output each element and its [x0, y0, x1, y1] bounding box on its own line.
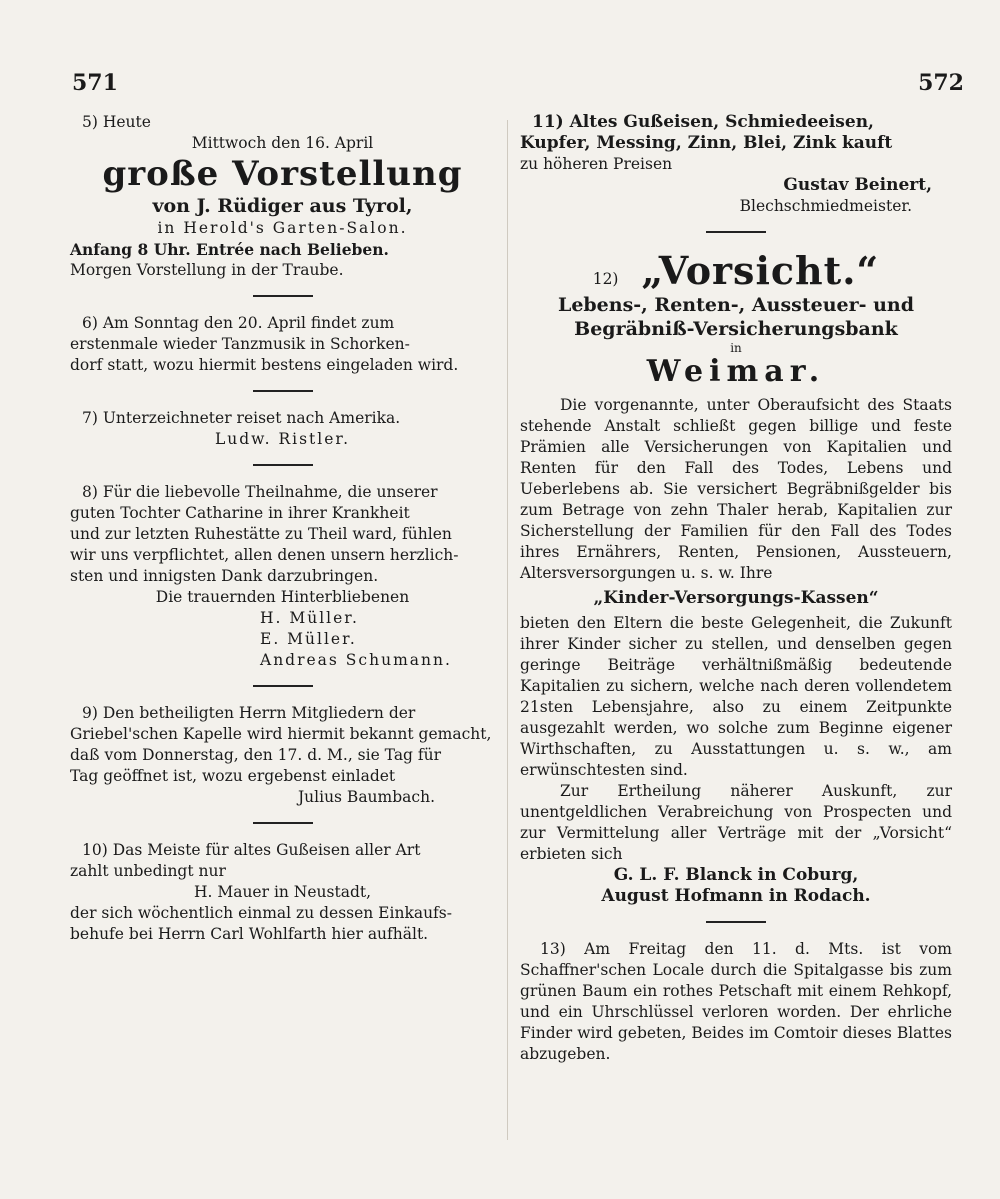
- ad5-performer: von J. Rüdiger aus Tyrol,: [152, 195, 413, 217]
- ad9-line4: Tag geöffnet ist, wozu ergebenst einladet: [70, 767, 396, 785]
- ad10-line5: behufe bei Herrn Carl Wohlfarth hier aufhält.: [70, 925, 429, 943]
- ad-9: [70, 703, 495, 808]
- separator-rule: [253, 464, 313, 466]
- ad11-line2: Kupfer, Messing, Zinn, Blei, Zink kauft: [520, 133, 893, 153]
- separator-rule: [253, 390, 313, 392]
- ad5-tomorrow: Morgen Vorstellung in der Traube.: [70, 261, 344, 279]
- ad5-venue: in Herold's Garten-Salon.: [157, 219, 408, 237]
- separator-rule: [706, 231, 766, 233]
- ad12-header: [520, 249, 952, 293]
- ad8-signature-3: Andreas Schumann.: [260, 651, 452, 669]
- ad9-line2: Griebel'schen Kapelle wird hiermit bekannt gemacht,: [70, 725, 492, 743]
- page-number-right: 572: [918, 70, 964, 96]
- ad12-signature-1: G. L. F. Blanck in Coburg,: [613, 865, 859, 885]
- ad8-line6: Die trauernden Hinterbliebenen: [155, 588, 410, 606]
- ad12-paragraph3: Zur Ertheilung näherer Auskunft, zur unentgeldlichen Verabreichung von Prospecten und zur Vermittelung aller Verträge mit der „Vorsicht“ erbieten sich: [520, 782, 952, 863]
- ad11-title: Blechschmiedmeister.: [739, 197, 912, 215]
- separator-rule: [253, 295, 313, 297]
- ad12-paragraph2: bieten den Eltern die beste Gelegenheit, die Zukunft ihrer Kinder sicher zu stellen, und denselben gegen geringe Beiträge verhältnißmäßig bedeutende Kapitalien zu sichern, welche nach deren vollendetem 21sten Lebensjahre, also zu einem Zeitpunkte ausgezahlt werden, wo solche zum Beginne eigener Wirthschaften, zu Ausstattungen u. s. w., am erwünschtesten sind.: [520, 614, 952, 779]
- ad7-signature: Ludw. Ristler.: [214, 430, 351, 448]
- ad13-paragraph: 13) Am Freitag den 11. d. Mts. ist vom Schaffner'schen Locale durch die Spitalgasse bis zum grünen Baum ein rothes Petschaft mit einem Rehkopf, und ein Uhrschlüssel verloren worden. Der ehrliche Finder wird gebeten, Beides im Comtoir dieses Blattes abzugeben.: [520, 940, 952, 1063]
- ad6-line1: 6) Am Sonntag den 20. April findet zum: [82, 314, 395, 332]
- ad8-line5: sten und innigsten Dank darzubringen.: [70, 567, 379, 585]
- ad5-date: Mittwoch den 16. April: [191, 134, 374, 152]
- ad5-headline: große Vorstellung: [102, 154, 463, 194]
- ad11-signature: Gustav Beinert,: [783, 175, 932, 195]
- separator-rule: [706, 921, 766, 923]
- ad12-brand: „Vorsicht.“: [641, 248, 880, 293]
- ad10-line4: der sich wöchentlich einmal zu dessen Einkaufs-: [70, 904, 452, 922]
- ad5-start: Anfang 8 Uhr. Entrée nach Belieben.: [70, 240, 389, 259]
- ad-7: [70, 408, 495, 450]
- ad-12: [520, 249, 952, 907]
- ad6-line3: dorf statt, wozu hiermit bestens eingeladen wird.: [70, 356, 459, 374]
- ad9-signature: Julius Baumbach.: [297, 788, 435, 806]
- ad5-line1: 5) Heute: [82, 113, 151, 131]
- ad8-line1: 8) Für die liebevolle Theilnahme, die unserer: [82, 483, 438, 501]
- ad8-line4: wir uns verpflichtet, allen denen unsern herzlich-: [70, 546, 459, 564]
- left-column: [70, 112, 495, 955]
- ad-5: [70, 112, 495, 281]
- ad12-number: 12): [592, 270, 619, 288]
- ad12-line5: „Kinder-Versorgungs-Kassen“: [593, 588, 879, 608]
- ad7-line1: 7) Unterzeichneter reiset nach Amerika.: [82, 409, 401, 427]
- ad6-line2: erstenmale wieder Tanzmusik in Schorken-: [70, 335, 410, 353]
- separator-rule: [253, 822, 313, 824]
- ad12-signature-2: August Hofmann in Rodach.: [601, 886, 871, 906]
- ad11-line3: zu höheren Preisen: [520, 155, 673, 173]
- ad9-line1: 9) Den betheiligten Herrn Mitgliedern der: [82, 704, 416, 722]
- ad-13: [520, 939, 952, 1065]
- ad11-line1: 11) Altes Gußeisen, Schmiedeeisen,: [532, 112, 874, 132]
- ad-8: [70, 482, 495, 671]
- ad12-line3: in: [730, 341, 742, 355]
- ad9-line3: daß vom Donnerstag, den 17. d. M., sie Tag für: [70, 746, 442, 764]
- ad-6: [70, 313, 495, 376]
- ad8-line2: guten Tochter Catharine in ihrer Krankheit: [70, 504, 410, 522]
- column-divider: [507, 120, 508, 1140]
- ad10-line2: zahlt unbedingt nur: [70, 862, 226, 880]
- ad8-signature-2: E. Müller.: [260, 630, 357, 648]
- ad-11: [520, 112, 952, 217]
- ad10-line3: H. Mauer in Neustadt,: [193, 883, 372, 901]
- ad12-city: Weimar.: [646, 354, 826, 389]
- right-column: [520, 112, 952, 1075]
- ad10-line1: 10) Das Meiste für altes Gußeisen aller Art: [82, 841, 421, 859]
- separator-rule: [253, 685, 313, 687]
- page-number-left: 571: [72, 70, 118, 96]
- ad12-line2: Begräbniß-Versicherungsbank: [574, 318, 898, 340]
- ad-10: [70, 840, 495, 945]
- ad12-line1: Lebens-, Renten-, Aussteuer- und: [557, 294, 915, 316]
- ad8-line3: und zur letzten Ruhestätte zu Theil ward, fühlen: [70, 525, 452, 543]
- ad8-signature-1: H. Müller.: [260, 609, 359, 627]
- ad12-paragraph1: Die vorgenannte, unter Oberaufsicht des Staats stehende Anstalt schließt gegen billige und feste Prämien alle Versicherungen von Kapitalien und Renten für den Fall des Todes, Lebens und Ueberlebens ab. Sie versichert Begräbnißgelder bis zum Betrage von zehn Thaler herab, Kapitalien zur Sicherstellung der Familien für den Fall des Todes ihres Ernährers, Renten, Pensionen, Aussteuern, Altersversorgungen u. s. w. Ihre: [520, 396, 952, 582]
